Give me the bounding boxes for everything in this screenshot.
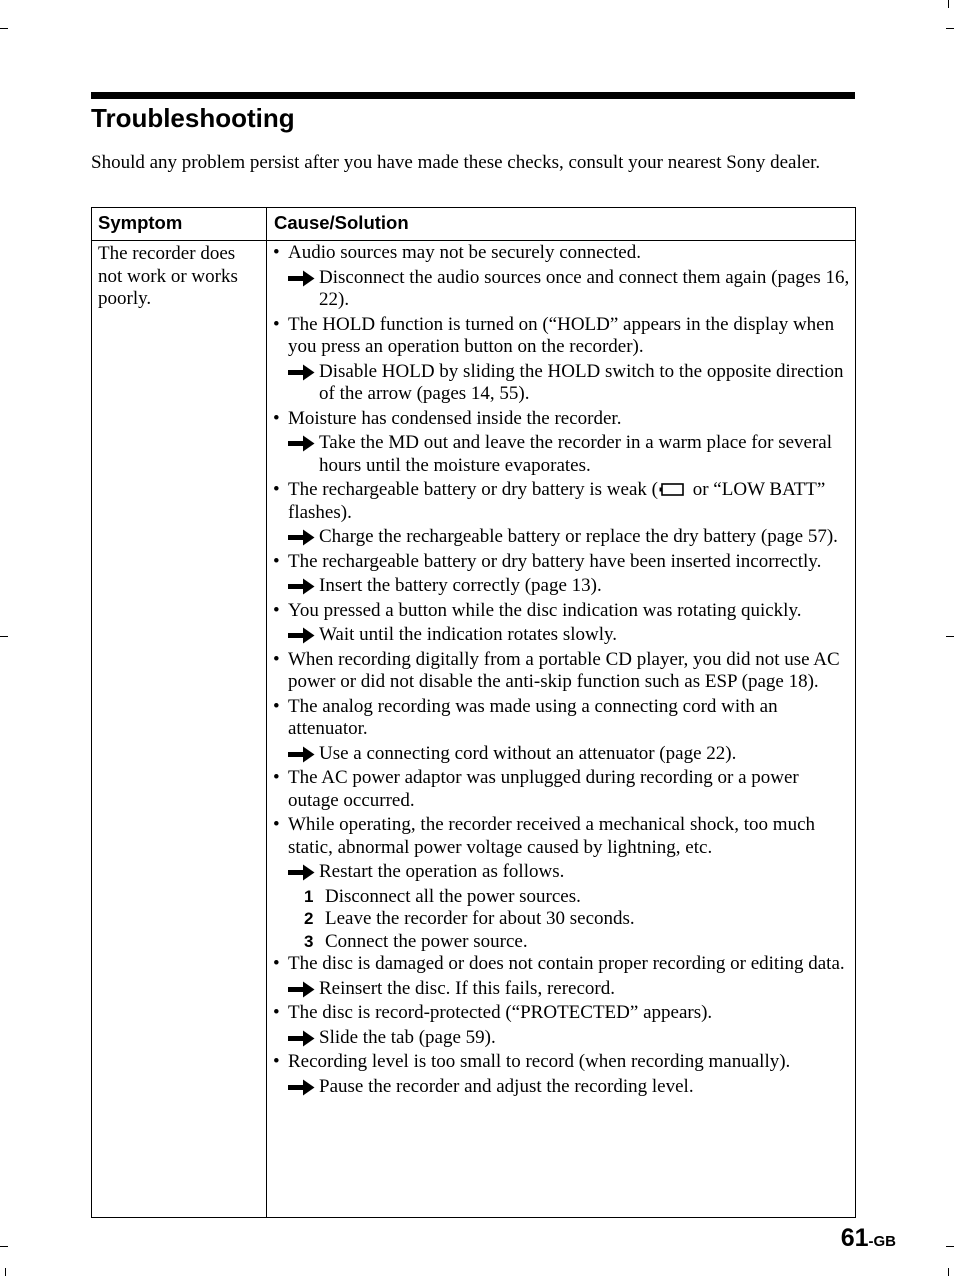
right-arrow-icon <box>288 435 315 452</box>
solution-text: Charge the rechargeable battery or replace the dry battery (page 57). <box>319 526 838 547</box>
right-arrow-icon <box>288 1079 315 1096</box>
crop-mark <box>0 636 8 637</box>
cause-text: The rechargeable battery or dry battery is weak ( <box>288 479 658 500</box>
bullet-dot: • <box>273 1002 280 1023</box>
cause-text: The analog recording was made using a connecting cord with an attenuator. <box>288 695 778 739</box>
cause-text: The disc is damaged or does not contain proper recording or editing data. <box>288 953 845 974</box>
bullet-dot: • <box>273 479 280 500</box>
cause-text: The AC power adaptor was unplugged during recording or a power outage occurred. <box>288 767 799 811</box>
solution-text: Restart the operation as follows. <box>319 861 565 882</box>
troubleshooting-table <box>91 207 856 1218</box>
crop-mark <box>0 1246 8 1247</box>
crop-mark <box>5 1268 6 1276</box>
right-arrow-icon <box>288 746 315 763</box>
symptom-header: Symptom <box>98 212 183 233</box>
page-number-value: 61 <box>840 1224 869 1252</box>
crop-mark <box>0 28 8 29</box>
cause-text: You pressed a button while the disc indication was rotating quickly. <box>288 599 802 621</box>
column-divider <box>266 208 267 1217</box>
table-header <box>92 208 855 241</box>
right-arrow-icon <box>288 364 315 381</box>
battery-empty-icon <box>659 482 685 497</box>
right-arrow-icon <box>288 529 315 546</box>
crop-mark <box>948 1268 949 1276</box>
step-number: 2 <box>304 909 314 928</box>
solution-item <box>273 978 851 1001</box>
solution-item <box>273 526 851 549</box>
cause-text: The HOLD function is turned on (“HOLD” appears in the display when you press an operation button on the recorder). <box>288 313 835 357</box>
bullet-dot: • <box>273 313 280 335</box>
step-text: Connect the power source. <box>325 930 528 952</box>
bullet-dot: • <box>273 648 280 670</box>
cause-text: Audio sources may not be securely connected. <box>288 242 641 263</box>
section-rule <box>91 92 855 99</box>
cause-item <box>273 408 851 431</box>
solution-item <box>273 624 851 647</box>
cause-item <box>273 1051 851 1074</box>
right-arrow-icon <box>288 981 315 998</box>
solution-text: Insert the battery correctly (page 13). <box>319 575 602 596</box>
solution-text: Disable HOLD by sliding the HOLD switch to the opposite direction of the arrow (pages 14, 55). <box>319 360 844 404</box>
solution-item <box>273 1027 851 1050</box>
cause-item <box>273 551 851 574</box>
cause-item <box>273 814 851 859</box>
cause-solution-header: Cause/Solution <box>274 212 409 233</box>
symptom-cell: The recorder does not work or works poorly. <box>98 243 238 309</box>
step-text: Leave the recorder for about 30 seconds. <box>325 908 635 929</box>
solution-text: Use a connecting cord without an attenuator (page 22). <box>319 742 737 764</box>
restart-step <box>273 908 851 931</box>
bullet-dot: • <box>273 407 280 429</box>
cause-item <box>273 314 851 359</box>
restart-step <box>273 931 851 954</box>
solution-text: Wait until the indication rotates slowly. <box>319 624 618 645</box>
cause-item <box>273 696 851 741</box>
cause-text: The rechargeable battery or dry battery have been inserted incorrectly. <box>288 550 822 572</box>
right-arrow-icon <box>288 270 315 287</box>
cause-item <box>273 767 851 812</box>
bullet-dot: • <box>273 953 280 974</box>
crop-mark <box>946 636 954 637</box>
solution-item <box>273 432 851 477</box>
cause-text: or “LOW BATT” flashes). <box>288 479 826 523</box>
solution-item <box>273 1076 851 1099</box>
bullet-dot: • <box>273 767 280 788</box>
crop-mark <box>946 28 954 29</box>
cause-item <box>273 242 851 265</box>
solution-item <box>273 361 851 406</box>
cause-item <box>273 953 851 976</box>
solution-item <box>273 575 851 598</box>
cause-item <box>273 600 851 623</box>
page-number-suffix: -GB <box>868 1233 896 1250</box>
bullet-dot: • <box>273 814 280 835</box>
crop-mark <box>948 0 949 8</box>
bullet-dot: • <box>273 695 280 717</box>
right-arrow-icon <box>288 578 315 595</box>
cause-item <box>273 1002 851 1025</box>
right-arrow-icon <box>288 627 315 644</box>
step-number: 3 <box>304 931 314 951</box>
cause-text: When recording digitally from a portable CD player, you did not use AC power or did not disable the anti-skip function such as ESP (page 18). <box>288 648 840 692</box>
crop-mark <box>946 1246 954 1247</box>
solution-text: Disconnect the audio sources once and connect them again (pages 16, 22). <box>319 266 850 310</box>
solution-text: Reinsert the disc. If this fails, rerecord. <box>319 977 615 999</box>
intro-paragraph: Should any problem persist after you have made these checks, consult your nearest Sony dealer. <box>91 152 821 173</box>
restart-step <box>273 886 851 909</box>
solution-text: Slide the tab (page 59). <box>319 1026 496 1048</box>
cause-text: The disc is record-protected (“PROTECTED” appears). <box>288 1002 713 1023</box>
solution-text: Take the MD out and leave the recorder in a warm place for several hours until the moisture evaporates. <box>319 432 833 476</box>
solution-item <box>273 267 851 312</box>
right-arrow-icon <box>288 1030 315 1047</box>
bullet-dot: • <box>273 1051 280 1072</box>
bullet-dot: • <box>273 242 280 263</box>
solution-text: Pause the recorder and adjust the recording level. <box>319 1075 694 1097</box>
bullet-dot: • <box>273 599 280 621</box>
cause-text: While operating, the recorder received a mechanical shock, too much static, abnormal power voltage caused by lightning, etc. <box>288 814 816 858</box>
cause-text: Moisture has condensed inside the recorder. <box>288 407 622 429</box>
step-text: Disconnect all the power sources. <box>325 885 581 907</box>
cause-item <box>273 649 851 694</box>
cause-text: Recording level is too small to record (when recording manually). <box>288 1051 791 1072</box>
cause-solution-cell <box>273 242 851 1100</box>
bullet-dot: • <box>273 550 280 572</box>
cause-item <box>273 479 851 524</box>
step-number: 1 <box>304 886 314 906</box>
right-arrow-icon <box>288 864 315 881</box>
page-title: Troubleshooting <box>91 103 295 133</box>
solution-item <box>273 861 851 884</box>
page-number <box>841 1224 896 1253</box>
solution-item <box>273 743 851 766</box>
